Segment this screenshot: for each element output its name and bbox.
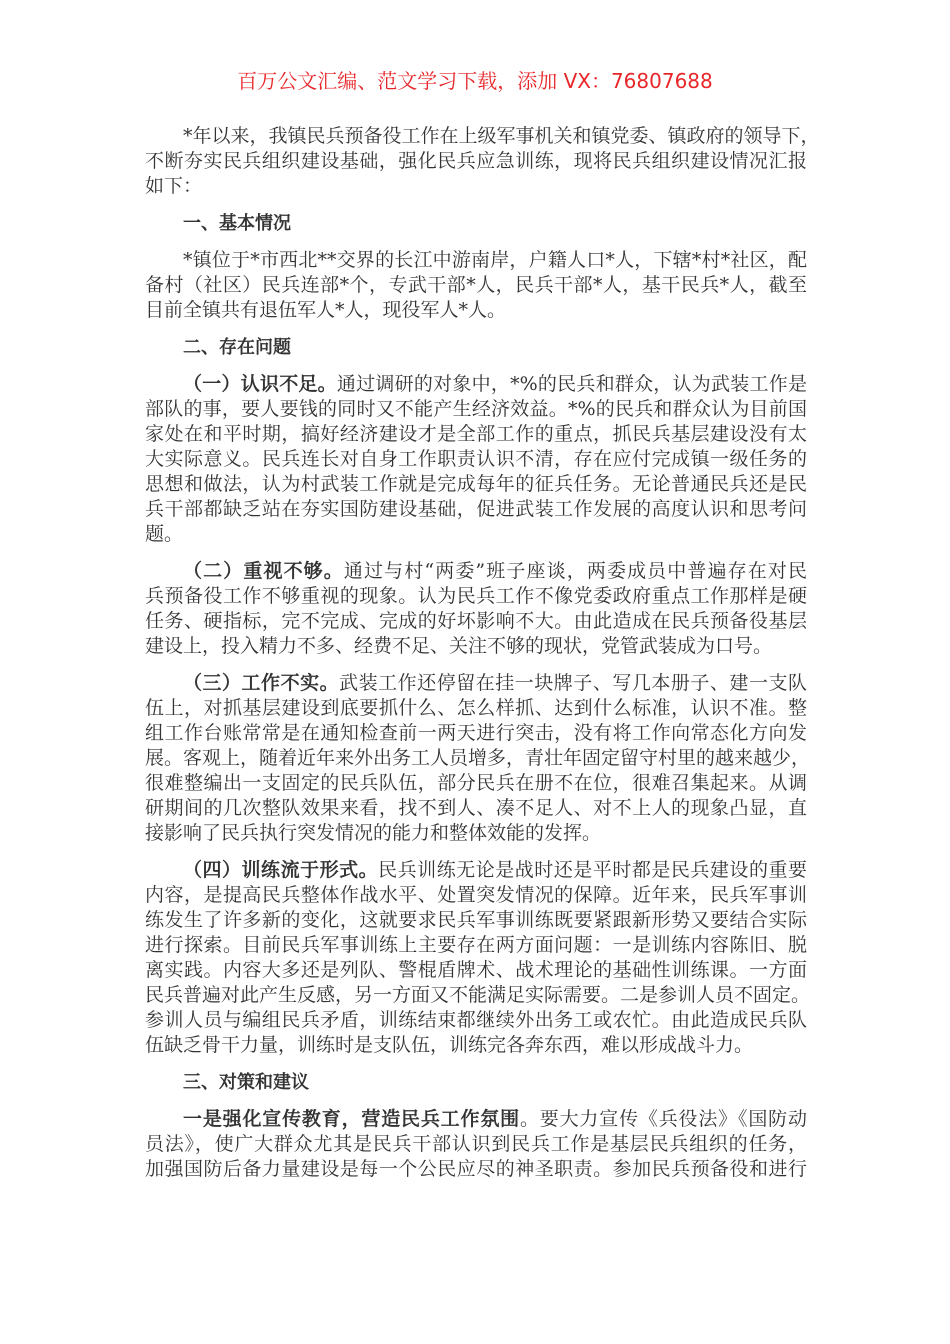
text-line: 练发生了许多新的变化，这就要求民兵军事训练既要紧跟新形势又要结合实际 — [145, 909, 807, 931]
text: 通过与村“两委”班子座谈，两委成员中普遍存在对民 — [343, 560, 807, 582]
text-line: 题。 — [145, 523, 184, 545]
text-line: 很难整编出一支固定的民兵队伍，部分民兵在册不在位，很难召集起来。从调 — [145, 772, 807, 794]
text-line: 思想和做法，认为村武装工作就是完成每年的征兵任务。无论普通民兵还是民 — [145, 473, 807, 495]
text-line: 兵预备役工作不够重视的现象。认为民兵工作不像党委政府重点工作那样是硬 — [145, 585, 807, 607]
problem-paragraph-1 — [145, 372, 807, 547]
text-line: *镇位于*市西北**交界的长江中游南岸，户籍人口*人，下辖*村*社区，配 — [183, 249, 807, 271]
section-heading: 三、对策和建议 — [183, 1072, 309, 1093]
text-line: 备村（社区）民兵连部*个，专武干部*人，民兵干部*人，基干民兵*人，截至 — [145, 274, 807, 296]
text-line: 目前全镇共有退伍军人*人，现役军人*人。 — [145, 299, 507, 321]
text-line: 参训人员与编组民兵矛盾，训练结束都继续外出务工或农忙。由此造成民兵队 — [145, 1009, 807, 1031]
document-body — [145, 124, 820, 1194]
text-line: 建设上，投入精力不多、经费不足、关注不够的现状，党管武装成为口号。 — [145, 635, 773, 657]
text-line — [145, 671, 807, 696]
text-line: 家处在和平时期，搞好经济建设才是全部工作的重点，抓民兵基层建设没有太 — [145, 423, 807, 445]
text-line: *年以来，我镇民兵预备役工作在上级军事机关和镇党委、镇政府的领导下， — [183, 125, 820, 147]
text-line: 如下： — [145, 175, 203, 197]
section-heading: 一、基本情况 — [183, 213, 291, 234]
paragraph-lead: 一是强化宣传教育，营造民兵工作氛围 — [183, 1108, 520, 1130]
paragraph-lead: （一）认识不足。 — [183, 373, 337, 395]
text-line — [145, 372, 807, 397]
text: 通过调研的对象中，*%的民兵和群众，认为武装工作是 — [336, 373, 807, 395]
section-heading: 二、存在问题 — [183, 337, 291, 358]
text-line: 组工作台账常常是在通知检查前一两天进行突击，没有将工作向常态化方向发 — [145, 722, 807, 744]
suggestion-paragraph-1 — [145, 1107, 807, 1182]
watermark-banner: 百万公文汇编、范文学习下载，添加 VX：76807688 — [237, 69, 713, 93]
text-line: 部队的事，要人要钱的同时又不能产生经济效益。*%的民兵和群众认为目前国 — [145, 398, 807, 420]
text-line: 不断夯实民兵组织建设基础，强化民兵应急训练，现将民兵组织建设情况汇报 — [145, 150, 807, 172]
paragraph-lead: （二）重视不够。 — [183, 560, 344, 582]
text-line — [145, 559, 807, 584]
text-line: 研期间的几次整队效果来看，找不到人、凑不足人、对不上人的现象凸显，直 — [145, 797, 807, 819]
text-line: 兵干部都缺乏站在夯实国防建设基础，促进武装工作发展的高度认识和思考问 — [145, 498, 807, 520]
text-line: 大实际意义。民兵连长对自身工作职责认识不清，存在应付完成镇一级任务的 — [145, 448, 807, 470]
text-line: 伍上，对抓基层建设到底要抓什么、怎么样抓、达到什么标准，认识不准。整 — [145, 697, 807, 719]
text-line: 员法》，使广大群众尤其是民兵干部认识到民兵工作是基层民兵组织的任务， — [145, 1133, 807, 1155]
text-line — [145, 858, 807, 883]
text-line: 离实践。内容大多还是列队、警棍盾牌术、战术理论的基础性训练课。一方面 — [145, 959, 807, 981]
basic-paragraph — [145, 248, 807, 323]
text: 。要大力宣传《兵役法》《国防动 — [519, 1108, 807, 1130]
text-line: 进行探索。目前民兵军事训练上主要存在两方面问题：一是训练内容陈旧、脱 — [145, 934, 807, 956]
text-line: 民兵普遍对此产生反感，另一方面又不能满足实际需要。二是参训人员不固定。 — [145, 984, 811, 1006]
text-line: 展。客观上，随着近年来外出务工人员增多，青壮年固定留守村里的越来越少， — [145, 747, 811, 769]
text-line: 加强国防后备力量建设是每一个公民应尽的神圣职责。参加民兵预备役和进行 — [145, 1158, 807, 1180]
text-line: 伍缺乏骨干力量，训练时是支队伍，训练完各奔东西，难以形成战斗力。 — [145, 1034, 754, 1056]
text-line: 任务、硬指标，完不完成、完成的好坏影响不大。由此造成在民兵预备役基层 — [145, 610, 807, 632]
problem-paragraph-4 — [145, 858, 811, 1058]
text-line — [145, 1107, 807, 1132]
problem-paragraph-3 — [145, 671, 811, 846]
text: 民兵训练无论是战时还是平时都是民兵建设的重要 — [378, 859, 807, 881]
problem-paragraph-2 — [145, 559, 807, 659]
intro-paragraph — [145, 124, 820, 199]
text-line: 内容，是提高民兵整体作战水平、处置突发情况的保障。近年来，民兵军事训 — [145, 884, 807, 906]
text: 武装工作还停留在挂一块牌子、写几本册子、建一支队 — [339, 672, 807, 694]
paragraph-lead: （三）工作不实。 — [183, 672, 340, 694]
paragraph-lead: （四）训练流于形式。 — [183, 859, 379, 881]
text-line: 接影响了民兵执行突发情况的能力和整体效能的发挥。 — [145, 822, 602, 844]
